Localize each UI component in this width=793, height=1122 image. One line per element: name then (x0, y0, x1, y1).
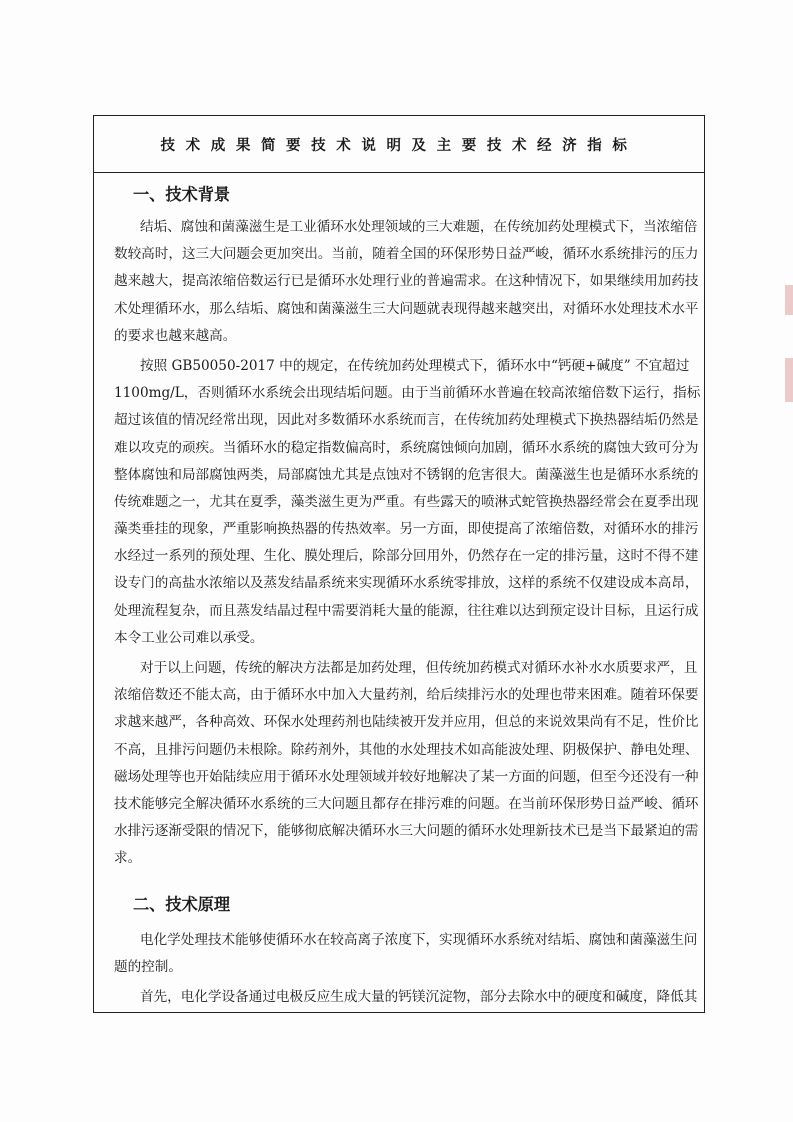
text-line: 水经过一系列的预处理、生化、膜处理后，除部分回用外，仍然存在一定的排污量，这时不得不建 (114, 548, 699, 565)
form-table (93, 115, 705, 1013)
text-line: 对于以上问题，传统的解决方法都是加药处理，但传统加药模式对循环水补水水质要求严，且 (140, 660, 698, 676)
text-line: 设专门的高盐水浓缩以及蒸发结晶系统来实现循环水系统零排放，这样的系统不仅建设成本高昂， (114, 575, 699, 592)
text-line: 求越来越严，各种高效、环保水处理药剂也陆续被开发并应用，但总的来说效果尚有不足，性价比 (114, 714, 699, 731)
text-line: 求。 (114, 850, 142, 867)
text-line: 技术能够完全解决循环水系统的三大问题且都存在排污难的问题。在当前环保形势日益严峻、循环 (114, 795, 699, 812)
text-line: 1100mg/L，否则循环水系统会出现结垢问题。由于当前循环水普遍在较高浓缩倍数下运行，指标 (114, 385, 701, 402)
section-heading-background: 一、技术背景 (133, 185, 231, 204)
paragraph (114, 984, 698, 1011)
section-background-text (114, 214, 701, 873)
text-line: 本令工业公司难以承受。 (114, 629, 264, 646)
text-line: 处理流程复杂，而且蒸发结晶过程中需要消耗大量的能源，往往难以达到预定设计目标，且运行成 (114, 602, 699, 619)
section-heading-principle: 二、技术原理 (133, 894, 231, 914)
paragraph (114, 927, 698, 981)
text-line: 超过该值的情况经常出现，因此对多数循环水系统而言，在传统加药处理模式下换热器结垢仍然是 (114, 412, 699, 429)
text-line: 不高，且排污问题仍未根除。除药剂外，其他的水处理技术如高能波处理、阴极保护、静电处理、 (114, 741, 699, 758)
text-line: 磁场处理等也开始陆续应用于循环水处理领域并较好地解决了某一方面的问题，但至今还没有一种 (114, 768, 699, 785)
text-line: 电化学处理技术能够使循环水在较高离子浓度下，实现循环水系统对结垢、腐蚀和菌藻滋生问 (140, 931, 698, 948)
text-line: 题的控制。 (114, 958, 182, 975)
red-stamp-edge-mark-2 (785, 358, 793, 402)
text-line: 术处理循环水，那么结垢、腐蚀和菌藻滋生三大问题就表现得越来越突出，对循环水处理技术水平 (114, 300, 699, 317)
text-line: 整体腐蚀和局部腐蚀两类，局部腐蚀尤其是点蚀对不锈钢的危害很大。菌藻滋生也是循环水系统的 (114, 466, 699, 483)
text-line: 传统难题之一，尤其在夏季，藻类滋生更为严重。有些露天的喷淋式蛇管换热器经常会在夏季出现 (114, 493, 699, 510)
table-title-row (94, 116, 704, 173)
text-line: 首先，电化学设备通过电极反应生成大量的钙镁沉淀物，部分去除水中的硬度和碱度，降低其 (140, 988, 698, 1005)
table-body (114, 176, 701, 1014)
text-line: 数较高时，这三大问题会更加突出。当前，随着全国的环保形势日益严峻，循环水系统排污的压力 (114, 246, 699, 263)
red-stamp-edge-mark (785, 285, 793, 315)
text-line: 的要求也越来越高。 (114, 327, 237, 344)
paragraph (114, 214, 699, 350)
paragraph (114, 655, 699, 873)
text-line: 按照 GB50050-2017 中的规定，在传统加药处理模式下，循环水中“钙硬+碱度” 不宜超过 (140, 357, 690, 374)
text-line: 难以攻克的顽疾。当循环水的稳定指数偏高时，系统腐蚀倾向加剧，循环水系统的腐蚀大致可分为 (114, 439, 699, 456)
section-principle-text (114, 927, 698, 1012)
text-line: 水排污逐渐受限的情况下，能够彻底解决循环水三大问题的循环水处理新技术已是当下最紧迫的需 (114, 823, 699, 840)
text-line: 藻类垂挂的现象，严重影响换热器的传热效率。另一方面，即使提高了浓缩倍数，对循环水的排污 (114, 521, 699, 538)
text-line: 结垢、腐蚀和菌藻滋生是工业循环水处理领域的三大难题，在传统加药处理模式下，当浓缩倍 (140, 219, 698, 235)
paragraph (114, 353, 701, 652)
text-line: 越来越大，提高浓缩倍数运行已是循环水处理行业的普遍需求。在这种情况下，如果继续用加药技 (114, 273, 699, 290)
table-title: 技术成果简要技术说明及主要技术经济指标 (160, 137, 638, 154)
text-line: 浓缩倍数还不能太高，由于循环水中加入大量药剂，给后续排污水的处理也带来困难。随着环保要 (114, 687, 699, 704)
